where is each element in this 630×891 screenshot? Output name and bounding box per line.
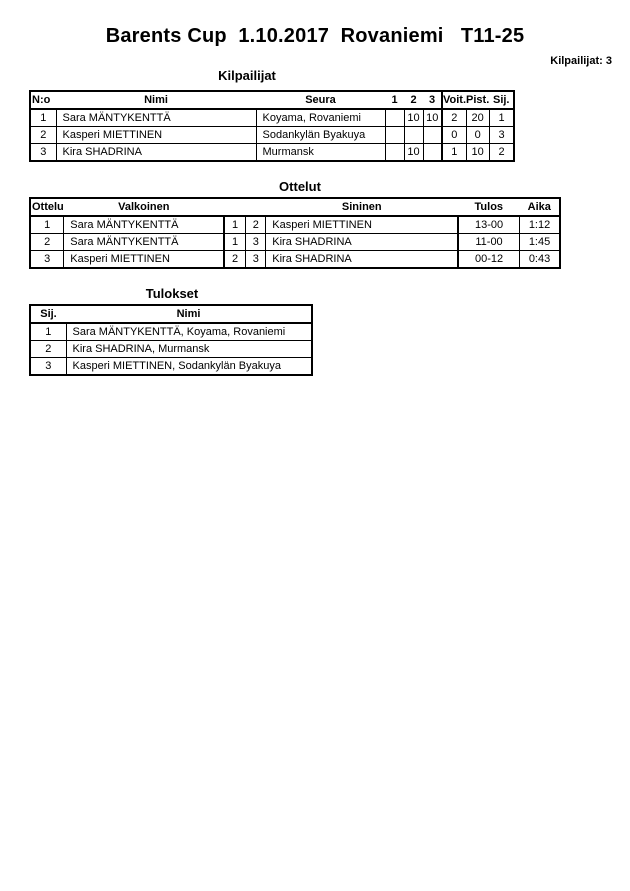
round-3-score bbox=[423, 144, 442, 162]
col-nimi: Nimi bbox=[66, 305, 312, 323]
tulokset-table bbox=[29, 304, 313, 376]
col-pist: Pist. bbox=[466, 91, 489, 109]
page-title: Barents Cup 1.10.2017 Rovaniemi T11-25 bbox=[105, 25, 525, 47]
col-valkoinen: Valkoinen bbox=[64, 198, 224, 216]
result-placement: 1 bbox=[30, 323, 66, 341]
blue-competitor-number: 3 bbox=[246, 234, 266, 251]
round-1-score bbox=[385, 109, 404, 127]
points: 0 bbox=[466, 127, 489, 144]
wins: 2 bbox=[442, 109, 466, 127]
competitor-row bbox=[30, 144, 514, 162]
tulokset-header-row bbox=[30, 305, 312, 323]
white-competitor-name: Sara MÄNTYKENTTÄ bbox=[64, 216, 224, 234]
competitor-number: 2 bbox=[30, 127, 56, 144]
col-aika: Aika bbox=[520, 198, 560, 216]
match-number: 1 bbox=[30, 216, 64, 234]
col-nimi: Nimi bbox=[56, 91, 256, 109]
blue-competitor-name: Kasperi MIETTINEN bbox=[266, 216, 458, 234]
result-row bbox=[30, 358, 312, 376]
white-competitor-number: 2 bbox=[224, 251, 246, 269]
ottelut-section-title: Ottelut bbox=[279, 179, 321, 194]
wins: 0 bbox=[442, 127, 466, 144]
blue-competitor-name: Kira SHADRINA bbox=[266, 234, 458, 251]
placement: 3 bbox=[489, 127, 514, 144]
ottelut-table bbox=[29, 197, 561, 269]
match-time: 0:43 bbox=[520, 251, 560, 269]
placement: 1 bbox=[489, 109, 514, 127]
match-row bbox=[30, 234, 560, 251]
competitor-row bbox=[30, 109, 514, 127]
result-placement: 2 bbox=[30, 341, 66, 358]
col-ottelu: Ottelu bbox=[30, 198, 64, 216]
col-seura: Seura bbox=[256, 91, 385, 109]
col-white-number bbox=[224, 198, 246, 216]
round-1-score bbox=[385, 127, 404, 144]
competitor-club: Murmansk bbox=[256, 144, 385, 162]
competitor-club: Koyama, Rovaniemi bbox=[256, 109, 385, 127]
round-2-score: 10 bbox=[404, 109, 423, 127]
wins: 1 bbox=[442, 144, 466, 162]
round-3-score bbox=[423, 127, 442, 144]
white-competitor-number: 1 bbox=[224, 234, 246, 251]
competitor-name: Sara MÄNTYKENTTÄ bbox=[56, 109, 256, 127]
round-1-score bbox=[385, 144, 404, 162]
result-placement: 3 bbox=[30, 358, 66, 376]
col-blue-number bbox=[246, 198, 266, 216]
points: 20 bbox=[466, 109, 489, 127]
result-name: Kasperi MIETTINEN, Sodankylän Byakuya bbox=[66, 358, 312, 376]
competitor-row bbox=[30, 127, 514, 144]
match-result: 00-12 bbox=[458, 251, 520, 269]
white-competitor-name: Sara MÄNTYKENTTÄ bbox=[64, 234, 224, 251]
competitor-name: Kira SHADRINA bbox=[56, 144, 256, 162]
match-time: 1:12 bbox=[520, 216, 560, 234]
result-name: Kira SHADRINA, Murmansk bbox=[66, 341, 312, 358]
tulokset-section-title: Tulokset bbox=[145, 286, 199, 301]
kilpailijat-section-title: Kilpailijat bbox=[218, 68, 276, 83]
col-round-2: 2 bbox=[404, 91, 423, 109]
col-no: N:o bbox=[30, 91, 56, 109]
points: 10 bbox=[466, 144, 489, 162]
kilpailijat-table bbox=[29, 90, 515, 162]
blue-competitor-number: 2 bbox=[246, 216, 266, 234]
round-2-score bbox=[404, 127, 423, 144]
col-round-1: 1 bbox=[385, 91, 404, 109]
competitor-number: 1 bbox=[30, 109, 56, 127]
col-sij: Sij. bbox=[489, 91, 514, 109]
result-name: Sara MÄNTYKENTTÄ, Koyama, Rovaniemi bbox=[66, 323, 312, 341]
competitor-club: Sodankylän Byakuya bbox=[256, 127, 385, 144]
ottelut-header-row bbox=[30, 198, 560, 216]
competitor-name: Kasperi MIETTINEN bbox=[56, 127, 256, 144]
col-round-3: 3 bbox=[423, 91, 442, 109]
match-number: 2 bbox=[30, 234, 64, 251]
competitor-number: 3 bbox=[30, 144, 56, 162]
placement: 2 bbox=[489, 144, 514, 162]
white-competitor-name: Kasperi MIETTINEN bbox=[64, 251, 224, 269]
match-result: 13-00 bbox=[458, 216, 520, 234]
match-result: 11-00 bbox=[458, 234, 520, 251]
kilpailijat-header-row bbox=[30, 91, 514, 109]
col-tulos: Tulos bbox=[458, 198, 520, 216]
round-2-score: 10 bbox=[404, 144, 423, 162]
competitor-count-label: Kilpailijat: 3 bbox=[550, 55, 612, 67]
blue-competitor-number: 3 bbox=[246, 251, 266, 269]
match-row bbox=[30, 216, 560, 234]
result-row bbox=[30, 323, 312, 341]
blue-competitor-name: Kira SHADRINA bbox=[266, 251, 458, 269]
white-competitor-number: 1 bbox=[224, 216, 246, 234]
round-3-score: 10 bbox=[423, 109, 442, 127]
col-voit: Voit. bbox=[442, 91, 466, 109]
result-row bbox=[30, 341, 312, 358]
match-number: 3 bbox=[30, 251, 64, 269]
col-sininen: Sininen bbox=[266, 198, 458, 216]
match-row bbox=[30, 251, 560, 269]
match-time: 1:45 bbox=[520, 234, 560, 251]
col-sij: Sij. bbox=[30, 305, 66, 323]
